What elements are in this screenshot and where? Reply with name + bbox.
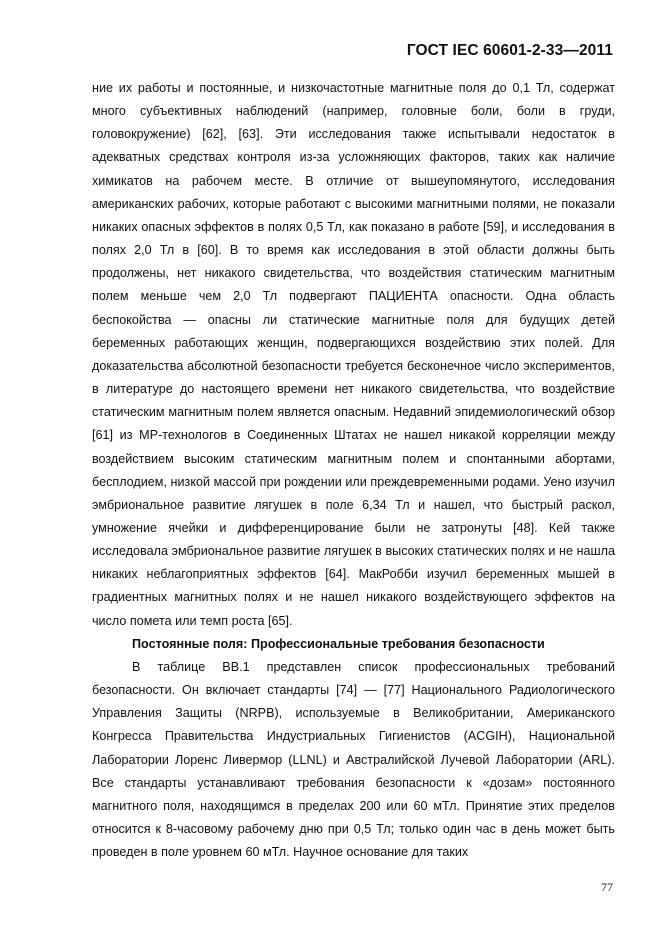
standard-header: ГОСТ IEC 60601-2-33—2011	[406, 42, 613, 59]
section-heading: Постоянные поля: Профессиональные требования безопасности	[132, 636, 545, 651]
page-number: 77	[601, 880, 613, 894]
paragraph-occupational-requirements: В таблице ВВ.1 представлен список профессиональных требований безопасности. Он включает стандарты [74] — [77] Национального Радиологического Управления Защиты (NRPB), используемые в Великобритании, Американского Конгресса Правительства Индустриальных Гигиенистов (ACGIH), Национальной Лаборатории Лоренс Ливермор (LLNL) и Австралийской Лучевой Лаборатории (ARL). Все стандарты устанавливают требования безопасности к «дозам» постоянного магнитного поля, находящимся в пределах 200 или 60 мТл. Принятие этих пределов относится к 8-часовому рабочему дню при 0,5 Тл; только один час в день может быть проведен в поле уровнем 60 мТл. Научное основание для таких	[92, 659, 615, 860]
paragraph-continuation: ние их работы и постоянные, и низкочастотные магнитные поля до 0,1 Тл, содержат много субъективных наблюдений (например, головные боли, боли в груди, головокружение) [62], [63]. Эти исследования также испытывали недостаток в адекватных средствах контроля из-за усложняющих факторов, таких как наличие химикатов на рабочем месте. В отличие от вышеупомянутого, исследования американских рабочих, которые работают с высокими магнитными полями, не показали никаких опасных эффектов в полях 0,5 Тл, как показано в работе [59], и исследования в полях 2,0 Тл в [60]. В то время как исследования в этой области должны быть продолжены, нет никакого свидетельства, что воздействия статическим магнитным полем меньше чем 2,0 Тл подвергают ПАЦИЕНТА опасности. Одна область беспокойства — опасны ли статические магнитные поля для будущих детей беременных работающих женщин, подвергающихся воздействию этих полей. Для доказательства абсолютной безопасности требуется бесконечное число экспериментов, в литературе до настоящего времени нет никакого свидетельства, что воздействие статическим магнитным полем является опасным. Недавний эпидемиологический обзор [61] из МР-технологов в Соединенных Штатах не нашел никакой корреляции между воздействием высоким статическим магнитным полем и спонтанными абортами, бесплодием, низкой массой при рождении или преждевременными родами. Уено изучил эмбриональное развитие лягушек в поле 6,34 Тл и нашел, что быстрый раскол, умножение ячейки и дифференцирование были не затронуты [48]. Кей также исследовала эмбриональное развитие лягушек в высоких статических полях и не нашла никаких неблагоприятных эффектов [64]. МакРобби изучил беременных мышей в градиентных магнитных полях и не нашел никакого воздействующего эффектов на число помета или темп роста [65].	[92, 81, 615, 628]
body-text	[92, 77, 615, 864]
